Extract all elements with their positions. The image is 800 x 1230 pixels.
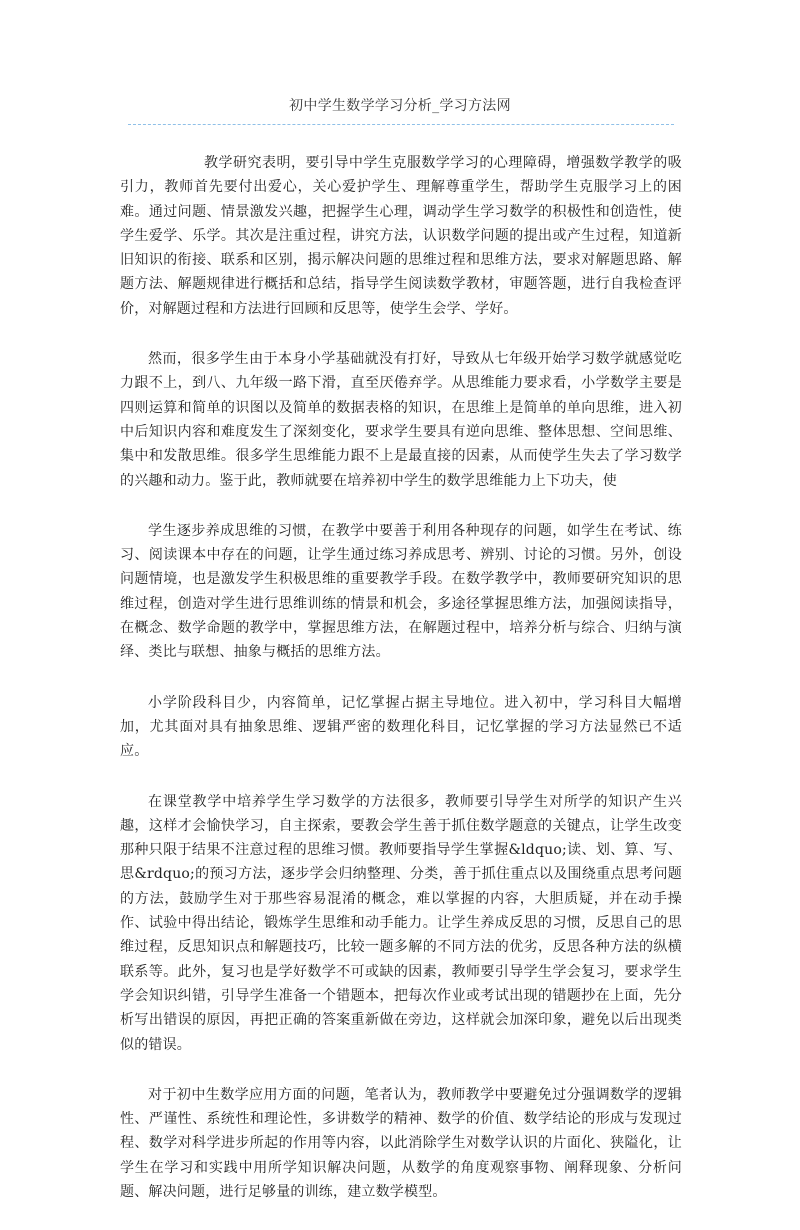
paragraph-1: 教学研究表明，要引导中学生克服数学学习的心理障碍，增强数学教学的吸引力，教师首先要付出爱心，关心爱护学生、理解尊重学生，帮助学生克服学习上的困难。通过问题、情景激发兴趣，把握学生心理，调动学生学习数学的积极性和创造性，使学生爱学、乐学。其次是注重过程，讲究方法，认识数学问题的提出或产生过程，知道新旧知识的衔接、联系和区别，揭示解决问题的思维过程和思维方法，要求对解题思路、解题方法、解题规律进行概括和总结，指导学生阅读数学教材，审题答题，进行自我检查评价，对解题过程和方法进行回顾和反思等，使学生会学、学好。 [120, 155, 682, 317]
paragraph-3: 学生逐步养成思维的习惯，在教学中要善于利用各种现存的问题，如学生在考试、练习、阅读课本中存在的问题，让学生通过练习养成思考、辨别、讨论的习惯。另外，创设问题情境，也是激发学生积极思维的重要教学手段。在数学教学中，教师要研究知识的思维过程，创造对学生进行思维训练的情景和机会，多途径掌握思维方法，加强阅读指导，在概念、数学命题的教学中，掌握思维方法，在解题过程中，培养分析与综合、归纳与演绎、类比与联想、抽象与概括的思维方法。 [120, 522, 682, 661]
title-divider [128, 124, 674, 125]
document-title: 初中学生数学学习分析_学习方法网 [289, 98, 511, 114]
document-body [120, 151, 682, 1230]
paragraph-5: 在课堂教学中培养学生学习数学的方法很多，教师要引导学生对所学的知识产生兴趣，这样才会愉快学习，自主探索，要教会学生善于抓住数学题意的关键点，让学生改变那种只限于结果不注意过程的思维习惯。教师要指导学生掌握&ldquo;读、划、算、写、思&rdquo;的预习方法，逐步学会归纳整理、分类，善于抓住重点以及围绕重点思考问题的方法，鼓励学生对于那些容易混淆的概念，难以掌握的内容，大胆质疑，并在动手操作、试验中得出结论，锻炼学生思维和动手能力。让学生养成反思的习惯，反思自己的思维过程，反思知识点和解题技巧，比较一题多解的不同方法的优劣，反思各种方法的纵横联系等。此外，复习也是学好数学不可或缺的因素，教师要引导学生学会复习，要求学生学会知识纠错，引导学生准备一个错题本，把每次作业或考试出现的错题抄在上面，先分析写出错误的原因，再把正确的答案重新做在旁边，这样就会加深印象，避免以后出现类似的错误。 [120, 793, 682, 1053]
paragraph-6: 对于初中生数学应用方面的问题，笔者认为，教师教学中要避免过分强调数学的逻辑性、严谨性、系统性和理论性，多讲数学的精神、数学的价值、数学结论的形成与发现过程、数学对科学进步所起的作用等内容，以此消除学生对数学认识的片面化、狭隘化，让学生在学习和实践中用所学知识解决问题，从数学的角度观察事物、阐释现象、分析问题、解决问题，进行足够量的训练，建立数学模型。 [120, 1086, 682, 1200]
paragraph-2: 然而，很多学生由于本身小学基础就没有打好，导致从七年级开始学习数学就感觉吃力跟不上，到八、九年级一路下滑，直至厌倦弃学。从思维能力要求看，小学数学主要是四则运算和简单的识图以及简单的数据表格的知识，在思维上是简单的单向思维，进入初中后知识内容和难度发生了深刻变化，要求学生要具有逆向思维、整体思想、空间思维、集中和发散思维。很多学生思维能力跟不上是最直接的因素，从而使学生失去了学习数学的兴趣和动力。鉴于此，教师就要在培养初中学生的数学思维能力上下功夫，使 [120, 351, 682, 489]
paragraph-4: 小学阶段科目少，内容简单，记忆掌握占据主导地位。进入初中，学习科目大幅增加，尤其面对具有抽象思维、逻辑严密的数理化科目，记忆掌握的学习方法显然已不适应。 [120, 694, 682, 760]
